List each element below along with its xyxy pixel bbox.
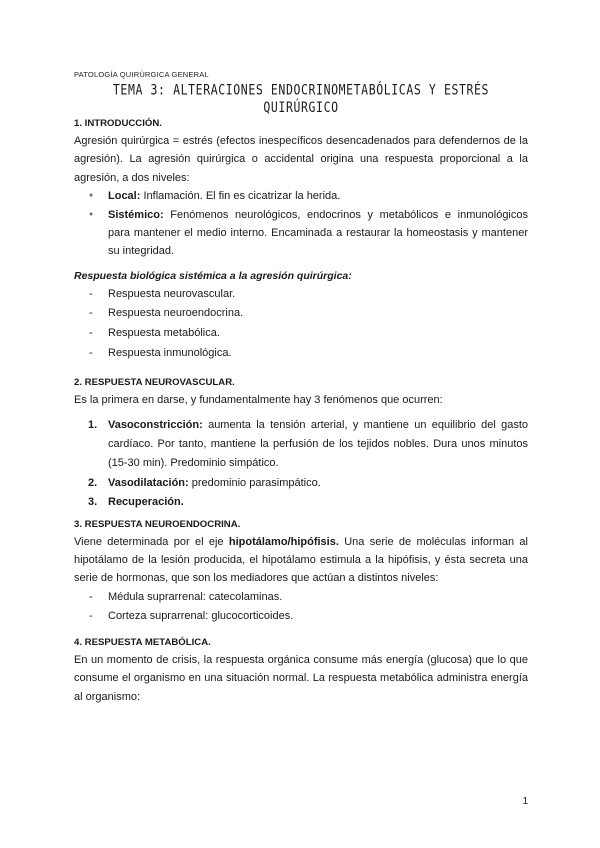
list-item (74, 344, 528, 364)
neurovascular-paragraph: Es la primera en darse, y fundamentalmente hay 3 fenómenos que ocurren: (74, 394, 443, 407)
list-item (74, 588, 528, 608)
item-text: predominio parasimpático. (188, 476, 321, 489)
item-text: aumenta la tensión arterial, y mantiene un equilibrio del gasto cardíaco. Por tanto, mantiene la perfusión de los tejidos nobles. Dura unos minutos (15-30 min). Predominio simpático. (108, 418, 528, 470)
term-local: Local: (108, 190, 141, 203)
para-text: Viene determinada por el eje (74, 535, 229, 548)
list-item (74, 324, 528, 344)
term-hipotalamo: hipotálamo/hipófisis. (228, 535, 339, 548)
intro-paragraph: Agresión quirúrgica = estrés (efectos inespecíficos desencadenados para defendernos de la agresión). La agresión quirúrgica o accidental origina una respuesta proporcional a la agresión, a dos niveles: (74, 135, 528, 184)
item-number: 3. (88, 496, 98, 509)
term-recuperacion: Recuperación. (108, 496, 184, 509)
document-page (74, 70, 528, 706)
page-title: TEMA 3: ALTERACIONES ENDOCRINOMETABÓLICAS Y ESTRÉS QUIRÚRGICO (112, 80, 490, 116)
list-item (74, 493, 528, 512)
list-item (74, 416, 528, 474)
phenomena-list (74, 416, 528, 513)
dash-icon: - (89, 307, 93, 320)
section-heading-neurovascular: 2. RESPUESTA NEUROVASCULAR. (74, 377, 235, 389)
term-vasoconstriccion: Vasoconstricción: (108, 418, 203, 431)
dash-icon: - (89, 610, 93, 623)
item-number: 2. (88, 476, 98, 489)
metabolica-paragraph: En un momento de crisis, la respuesta orgánica consume más energía (glucosa) que lo que consume el organismo en una situación normal. La respuesta metabólica administra energía al organismo: (74, 654, 528, 703)
response-list (74, 285, 528, 363)
item-text: Inflamación. El fin es cicatrizar la herida. (140, 190, 341, 203)
item-text: Médula suprarrenal: catecolaminas. (108, 590, 283, 603)
item-text: Respuesta inmunológica. (108, 346, 232, 359)
dash-icon: - (89, 590, 93, 603)
mediators-list (74, 588, 528, 627)
subheading-respuesta-sistemica: Respuesta biológica sistémica a la agresión quirúrgica: (74, 269, 352, 282)
page-number: 1 (522, 796, 528, 807)
list-item (74, 187, 528, 205)
item-text: Respuesta neurovascular. (108, 287, 236, 300)
term-sistemico: Sistémico: (108, 208, 164, 221)
section-heading-introduccion: 1. INTRODUCCIÓN. (74, 118, 162, 129)
term-vasodilatacion: Vasodilatación: (108, 476, 189, 489)
list-item (74, 474, 528, 493)
dash-icon: - (89, 287, 93, 300)
list-item (74, 607, 528, 627)
dash-icon: - (89, 346, 93, 359)
section-heading-neuroendocrina: 3. RESPUESTA NEUROENDOCRINA. (74, 518, 241, 530)
item-text: Corteza suprarrenal: glucocorticoides. (108, 610, 294, 623)
neuroendocrina-paragraph (74, 533, 528, 588)
list-item (74, 206, 528, 261)
item-text: Fenómenos neurológicos, endocrinos y metabólicos e inmunológicos para mantener el medio interno. Encaminada a restaurar la homeostasis y mantener su integridad. (108, 208, 528, 258)
bullet-icon: ● (89, 210, 94, 218)
list-item (74, 304, 528, 324)
bullet-icon: ● (89, 192, 94, 200)
dash-icon: - (89, 327, 93, 340)
levels-list (74, 187, 528, 261)
list-item (74, 285, 528, 305)
item-number: 1. (88, 418, 98, 431)
para-text: Una serie de moléculas informan al hipotálamo de la lesión producida, el hipotálamo estimula a la hipófisis, y ésta secreta una serie de hormonas, que son los mediadores que actúan a distintos niveles: (74, 535, 528, 585)
item-text: Respuesta neuroendocrina. (108, 307, 244, 320)
item-text: Respuesta metabólica. (108, 327, 220, 340)
running-header: PATOLOGÍA QUIRÚRGICA GENERAL (74, 70, 209, 79)
section-heading-metabolica: 4. RESPUESTA METABÓLICA. (74, 637, 211, 649)
